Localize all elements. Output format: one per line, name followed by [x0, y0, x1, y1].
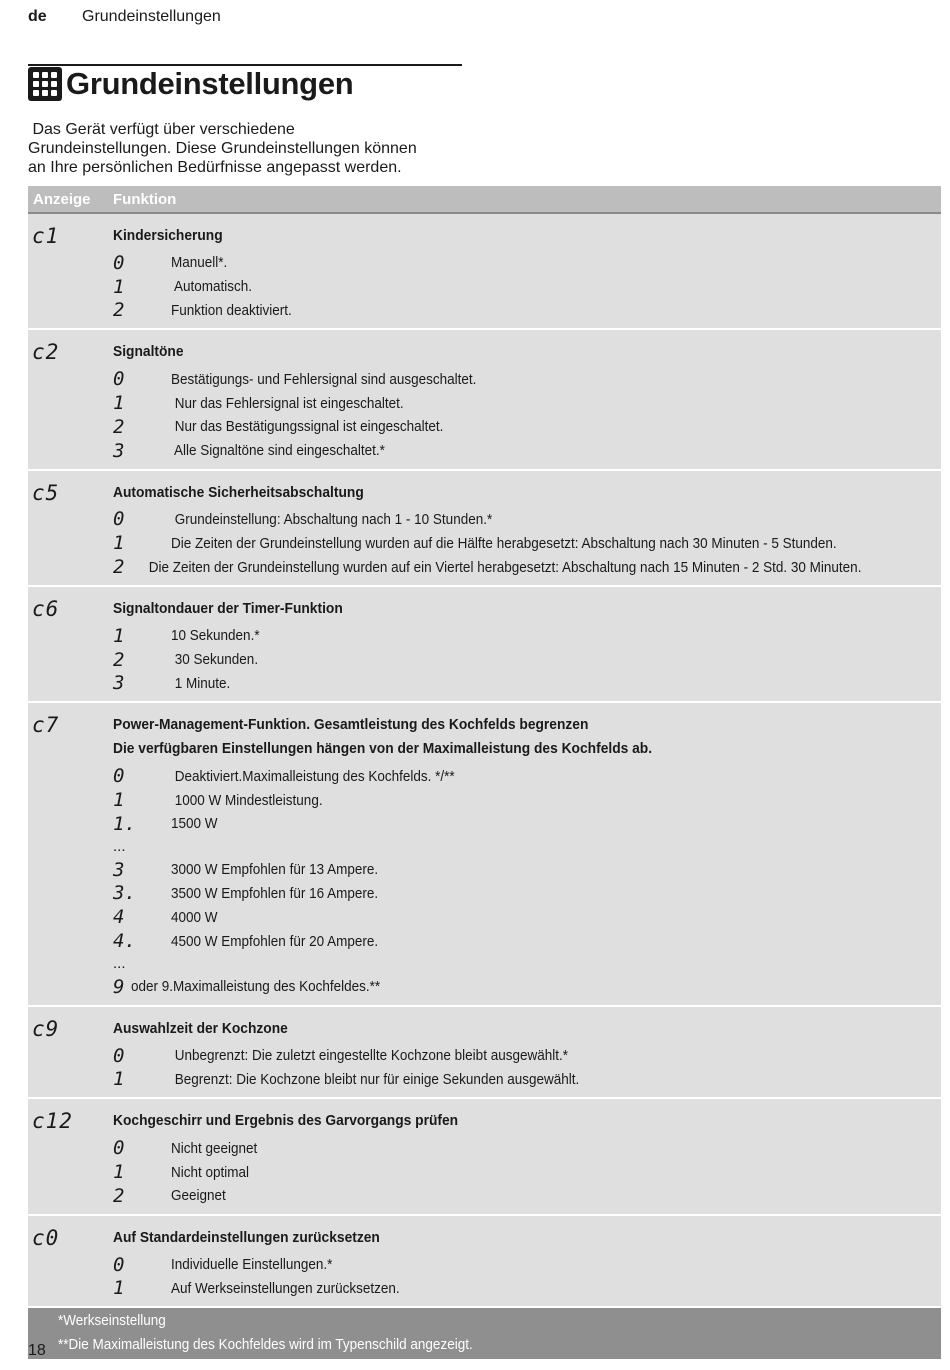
option-text: Nicht geeignet	[171, 1139, 258, 1157]
option-text: Nur das Fehlersignal ist eingeschaltet.	[171, 394, 404, 412]
option-value: 3	[113, 672, 125, 695]
table-row	[28, 1216, 941, 1309]
option-text: Auf Werkseinstellungen zurücksetzen.	[171, 1279, 400, 1297]
option-text: Grundeinstellung: Abschaltung nach 1 - 10 Stunden.*	[171, 510, 493, 528]
intro-line: Grundeinstellungen. Diese Grundeinstellungen können	[28, 140, 417, 157]
option-text: Individuelle Einstellungen.*	[171, 1256, 333, 1274]
settings-grid-icon	[28, 67, 62, 101]
function-heading: Auf Standardeinstellungen zurücksetzen	[113, 1228, 380, 1246]
option-line	[113, 275, 941, 299]
option-line	[113, 391, 941, 415]
option-line	[113, 1044, 941, 1068]
option-text: 4000 W	[171, 908, 218, 926]
ellipsis: ...	[113, 837, 126, 855]
option-text: Nicht optimal	[171, 1163, 250, 1181]
language-label: de	[28, 8, 47, 25]
option-line	[113, 1253, 941, 1277]
settings-table	[28, 186, 941, 1359]
option-line	[113, 531, 941, 555]
setting-code: c7	[32, 713, 60, 738]
option-line	[113, 299, 941, 323]
option-line	[113, 367, 941, 391]
option-text: 1000 W Mindestleistung.	[171, 791, 323, 809]
function-cell	[113, 1216, 941, 1307]
function-heading: Power-Management-Funktion. Gesamtleistung des Kochfelds begrenzen	[113, 716, 589, 734]
option-value: 1	[113, 1161, 125, 1184]
option-line	[113, 251, 941, 275]
setting-code: c0	[32, 1225, 60, 1250]
option-line	[113, 1136, 941, 1160]
setting-code: c5	[32, 480, 60, 505]
option-text: Manuell*.	[171, 254, 228, 272]
option-value: 1	[113, 392, 125, 415]
option-text: 4500 W Empfohlen für 20 Ampere.	[171, 932, 379, 950]
option-value: 1	[113, 624, 125, 647]
setting-code: c1	[32, 224, 60, 248]
option-value: 0	[113, 251, 125, 274]
page-number: 18	[28, 1342, 46, 1359]
option-value: 0	[113, 508, 125, 531]
function-heading: Automatische Sicherheitsabschaltung	[113, 483, 364, 501]
intro-paragraph	[28, 120, 468, 177]
function-heading: Signaltondauer der Timer-Funktion	[113, 599, 343, 617]
option-value: 2	[113, 299, 125, 322]
option-value: 1.	[113, 812, 136, 835]
option-line	[113, 672, 941, 696]
option-value: 2	[113, 556, 125, 579]
option-text: oder 9.Maximalleistung des Kochfeldes.**	[131, 978, 381, 996]
option-line	[113, 929, 941, 953]
option-line	[113, 648, 941, 672]
option-text: Funktion deaktiviert.	[171, 301, 292, 319]
function-heading: Kindersicherung	[113, 227, 223, 244]
option-line	[113, 624, 941, 648]
option-value: 2	[113, 1184, 125, 1207]
table-row	[28, 471, 941, 587]
option-line	[113, 812, 941, 836]
option-line	[113, 415, 941, 439]
option-value: 3.	[113, 882, 136, 905]
option-text: Begrenzt: Die Kochzone bleibt nur für einige Sekunden ausgewählt.	[171, 1070, 580, 1088]
option-text: 3500 W Empfohlen für 16 Ampere.	[171, 884, 379, 902]
table-row	[28, 1007, 941, 1100]
option-value: 1	[113, 1068, 125, 1091]
table-body	[28, 214, 941, 1308]
function-cell	[113, 587, 941, 701]
option-text: Die Zeiten der Grundeinstellung wurden auf ein Viertel herabgesetzt: Abschaltung nach 15 Minuten - 2 Std. 30 Minuten.	[144, 558, 862, 576]
intro-line: an Ihre persönlichen Bedürfnisse angepasst werden.	[28, 159, 402, 176]
footnote: **Die Maximalleistung des Kochfeldes wird im Typenschild angezeigt.	[58, 1335, 473, 1353]
option-value: 4	[113, 906, 125, 929]
option-text: Die Zeiten der Grundeinstellung wurden auf die Hälfte herabgesetzt: Abschaltung nach 30 Minuten - 5 Stunden.	[171, 534, 837, 552]
column-header-display: Anzeige	[33, 190, 91, 208]
function-cell	[113, 703, 941, 1004]
function-cell	[113, 1007, 941, 1098]
option-line	[113, 555, 941, 579]
option-value: 0	[113, 1044, 125, 1067]
setting-code: c12	[32, 1109, 73, 1134]
option-line	[113, 788, 941, 812]
option-line	[113, 439, 941, 463]
option-text: Nur das Bestätigungssignal ist eingeschaltet.	[171, 418, 444, 436]
option-line	[113, 905, 941, 929]
intro-line: Das Gerät verfügt über verschiedene	[28, 121, 295, 138]
option-text: 30 Sekunden.	[171, 651, 259, 669]
option-line	[113, 1277, 941, 1301]
option-value: 9	[113, 975, 125, 998]
table-row	[28, 587, 941, 703]
option-line	[113, 858, 941, 882]
function-heading: Signaltöne	[113, 343, 184, 361]
title-block	[28, 66, 353, 102]
option-line	[113, 1160, 941, 1184]
option-value: 0	[113, 368, 125, 391]
option-text: 1 Minute.	[171, 674, 231, 692]
option-value: 1	[113, 275, 125, 298]
option-value: 0	[113, 765, 125, 788]
option-line	[113, 1068, 941, 1092]
option-line	[113, 975, 941, 999]
option-value: 0	[113, 1253, 125, 1276]
option-line	[113, 508, 941, 532]
option-line	[113, 1184, 941, 1208]
option-text: Automatisch.	[171, 278, 253, 296]
option-value: 3	[113, 858, 125, 881]
option-value: 1	[113, 1277, 125, 1300]
function-cell	[113, 330, 941, 468]
option-text: 1500 W	[171, 815, 218, 833]
option-text: Deaktiviert.Maximalleistung des Kochfelds. */**	[171, 767, 455, 785]
option-text: 3000 W Empfohlen für 13 Ampere.	[171, 861, 379, 879]
page-title: Grundeinstellungen	[66, 66, 354, 101]
table-row	[28, 214, 941, 330]
footnotes	[28, 1308, 941, 1359]
option-text: Geeignet	[171, 1187, 226, 1205]
option-value: 2	[113, 648, 125, 671]
option-value: 0	[113, 1137, 125, 1160]
function-cell	[113, 1099, 941, 1213]
table-row	[28, 330, 941, 470]
setting-code: c6	[32, 596, 60, 621]
option-value: 4.	[113, 930, 136, 953]
footnote: *Werkseinstellung	[58, 1312, 166, 1330]
setting-code: c2	[32, 340, 60, 365]
option-text: Bestätigungs- und Fehlersignal sind ausgeschaltet.	[171, 370, 477, 388]
section-label: Grundeinstellungen	[82, 8, 221, 25]
function-cell	[113, 471, 941, 585]
option-value: 1	[113, 532, 125, 555]
function-heading: Kochgeschirr und Ergebnis des Garvorgangs prüfen	[113, 1112, 459, 1130]
function-cell	[113, 214, 941, 328]
running-header	[28, 8, 221, 26]
table-row	[28, 1099, 941, 1215]
option-text: Unbegrenzt: Die zuletzt eingestellte Kochzone bleibt ausgewählt.*	[171, 1047, 568, 1065]
option-text: Alle Signaltöne sind eingeschaltet.*	[171, 442, 385, 460]
table-header	[28, 186, 941, 214]
ellipsis: ...	[113, 954, 126, 972]
option-value: 3	[113, 439, 125, 462]
option-line	[113, 882, 941, 906]
option-line	[113, 764, 941, 788]
option-value: 2	[113, 415, 125, 438]
function-heading: Die verfügbaren Einstellungen hängen von der Maximalleistung des Kochfelds ab.	[113, 740, 653, 758]
function-heading: Auswahlzeit der Kochzone	[113, 1019, 288, 1037]
option-text: 10 Sekunden.*	[171, 627, 260, 645]
option-value: 1	[113, 789, 125, 812]
column-header-function: Funktion	[113, 190, 177, 208]
table-row	[28, 703, 941, 1006]
setting-code: c9	[32, 1016, 60, 1041]
